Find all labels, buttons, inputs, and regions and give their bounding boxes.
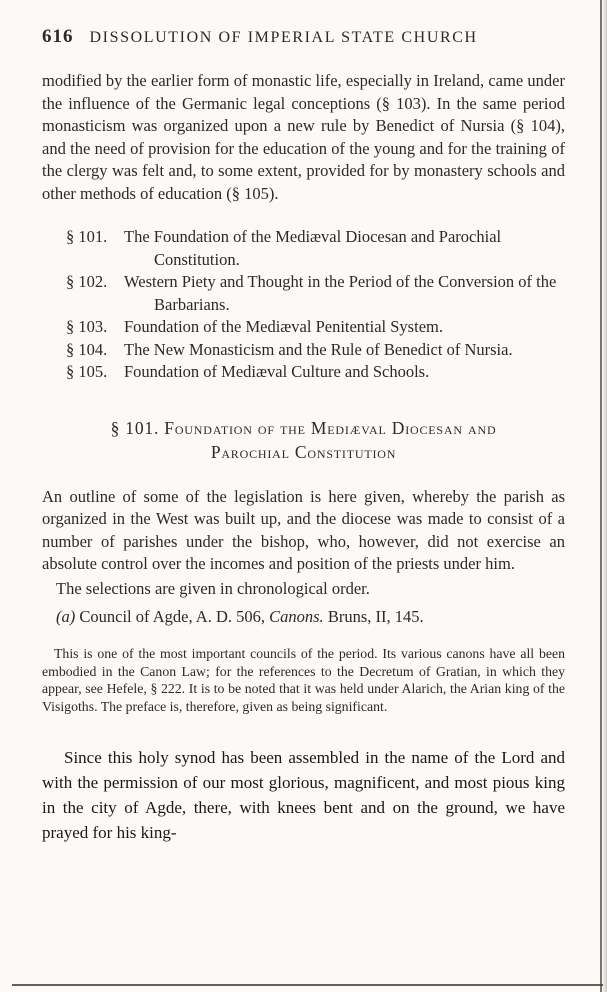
page-number: 616 bbox=[42, 26, 74, 47]
canons-italic-text: Canons. bbox=[269, 607, 324, 626]
scan-edge-bottom-line bbox=[12, 984, 603, 986]
section-heading: § 101. Foundation of the Mediæval Diocesan and Parochial Constitution bbox=[110, 417, 497, 462]
section-title: The Foundation of the Mediæval Diocesan and Parochial Constitution. bbox=[124, 227, 502, 269]
section-list bbox=[42, 226, 565, 384]
selections-paragraph: The selections are given in chronological order. bbox=[56, 578, 370, 598]
section-title: Foundation of the Mediæval Penitential System. bbox=[124, 317, 443, 336]
running-head-title: DISSOLUTION OF IMPERIAL STATE CHURCH bbox=[89, 29, 478, 46]
scan-edge-right-line bbox=[600, 0, 602, 992]
section-title: The New Monasticism and the Rule of Benedict of Nursia. bbox=[124, 339, 513, 359]
list-item bbox=[42, 339, 565, 362]
section-title: Western Piety and Thought in the Period of the Conversion of the Barbarians. bbox=[124, 272, 557, 314]
list-item bbox=[42, 226, 565, 271]
section-title: Foundation of Mediæval Culture and Schools. bbox=[124, 362, 430, 381]
council-reference-line bbox=[42, 606, 565, 629]
scan-edge-shadow bbox=[602, 0, 607, 992]
running-head bbox=[42, 26, 565, 48]
list-item bbox=[42, 271, 565, 316]
intro-paragraph: modified by the earlier form of monastic life, especially in Ireland, came under the influence of the Germanic legal conceptions (§ 103). In the same period monasticism was organized upon a new rule by Benedict of Nursia (§ 104), and the need of provision for the education of the young and for the training of the clergy was felt and, to some extent, provided for by monastery schools and other methods of education (§ 105). bbox=[42, 71, 565, 203]
section-number: § 101. bbox=[66, 227, 108, 246]
section-number: § 103. bbox=[66, 317, 108, 336]
section-number: § 102. bbox=[66, 272, 108, 291]
outline-paragraph: An outline of some of the legislation is here given, whereby the parish as organized in the West was built up, and the diocese was made to consist of a number of parishes under the bishop, who, however, did not exercise an absolute control over the incomes and position of the priests under him. bbox=[42, 486, 565, 573]
council-text: Council of Agde, A. D. 506, bbox=[75, 607, 270, 626]
council-citation: Bruns, II, 145. bbox=[323, 607, 424, 626]
item-marker: (a) bbox=[56, 607, 76, 626]
section-number: § 105. bbox=[66, 362, 108, 381]
editorial-note-paragraph: This is one of the most important councils of the period. Its various canons have all been embodied in the Canon Law; for the references to the Decretum of Gratian, in which they appear, see Hefele, § 222. It is to be noted that it was held under Alarich, the Arian king of the Visigoths. The preface is, therefore, given as being significant. bbox=[42, 646, 565, 714]
source-quote-paragraph: Since this holy synod has been assembled in the name of the Lord and with the permission of our most glorious, magnificent, and most pious king in the city of Agde, there, with knees bent and on the ground, we have prayed for his king- bbox=[42, 748, 565, 843]
list-item bbox=[42, 361, 565, 384]
section-number: § 104. bbox=[66, 339, 108, 359]
list-item bbox=[42, 316, 565, 339]
